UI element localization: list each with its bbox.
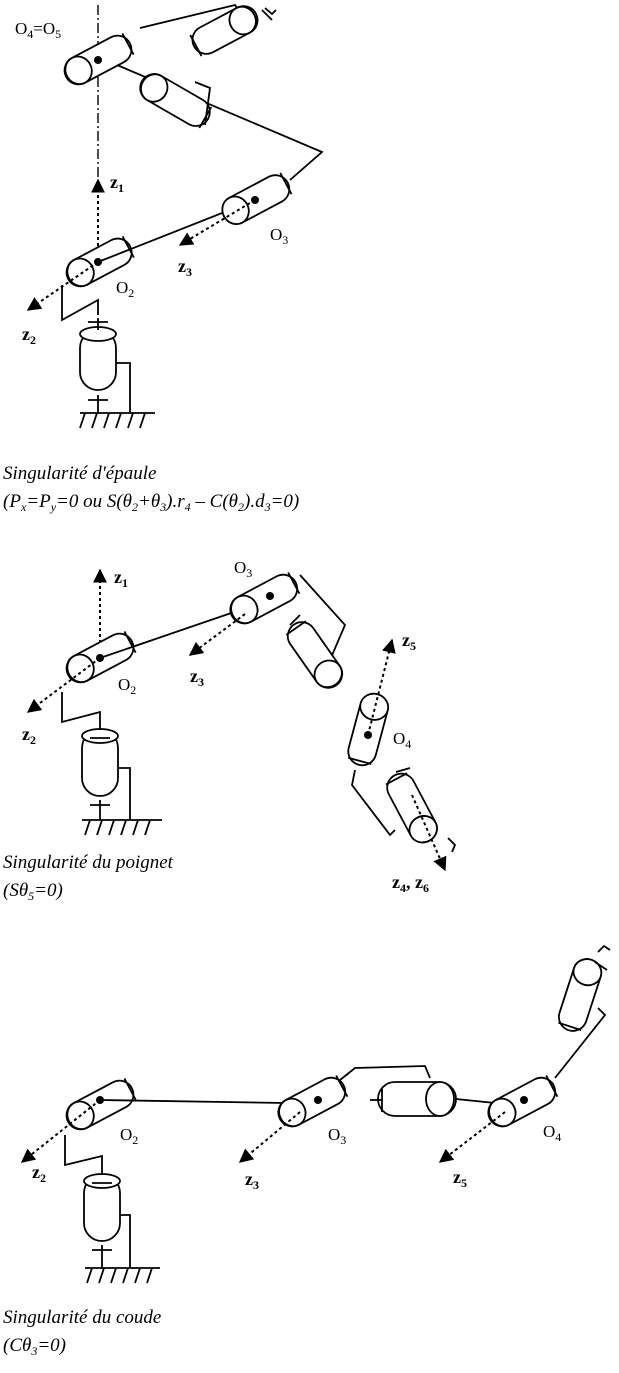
link-o3-o4 <box>110 62 322 180</box>
caption-title: Singularité du coude <box>3 1307 162 1328</box>
label-z3: $z_3$ <box>190 666 204 689</box>
end-effector-motor <box>140 1 276 59</box>
z2-axis-arrow <box>28 658 100 712</box>
label-o2: $O_2$ <box>116 278 135 300</box>
end-effector-motor <box>382 768 441 847</box>
joint1-cylinder <box>82 722 118 796</box>
label-z1: $z_1$ <box>114 567 128 590</box>
end-effector-motor <box>555 946 610 1035</box>
label-o4: $O_4$ <box>393 729 412 751</box>
caption-formula: ($P_x=P_y=0$ ou $S(\theta_2+\theta_3).r_4 - C(\theta_2).d_3=0$) <box>3 491 300 514</box>
link-1-2 <box>65 1135 102 1165</box>
elbow-singularity-diagram <box>3 946 610 1358</box>
joint4-motor <box>370 1082 495 1116</box>
label-o3: $O_3$ <box>234 558 253 580</box>
label-o2: $O_2$ <box>118 675 137 697</box>
label-o3: $O_3$ <box>328 1125 347 1147</box>
label-o4-o5: $O_4=O_5$ <box>15 19 62 41</box>
label-z3: $z_3$ <box>245 1169 259 1192</box>
wrist-singularity-diagram <box>3 558 455 903</box>
z5-axis-arrow <box>440 1112 505 1162</box>
label-z3: $z_3$ <box>178 256 192 279</box>
label-o2: $O_2$ <box>120 1125 139 1147</box>
link-o4-o6 <box>352 770 395 835</box>
label-z2: $z_2$ <box>22 724 36 747</box>
joint3-o3 <box>218 170 295 229</box>
label-z2: $z_2$ <box>22 324 36 347</box>
joint5-o4 <box>345 691 391 769</box>
z2-axis-arrow <box>28 262 98 310</box>
caption-formula: $(C\theta_3=0)$ <box>3 1335 66 1358</box>
caption-title: Singularité du poignet <box>3 852 173 873</box>
label-z5: $z_5$ <box>402 630 416 653</box>
link-o3-o4 <box>340 1066 430 1080</box>
caption-formula: $(S\theta_5=0)$ <box>3 880 63 903</box>
joint3-o3 <box>225 570 302 629</box>
link-1-2 <box>62 285 98 320</box>
joint4-motor <box>282 615 347 693</box>
joint3-o3 <box>273 1073 350 1132</box>
label-z5: $z_5$ <box>453 1167 467 1190</box>
z2-axis-arrow <box>22 1100 100 1162</box>
caption-title: Singularité d'épaule <box>3 463 157 484</box>
label-z4-z6: $z_4$, $z_6$ <box>392 872 429 895</box>
label-z1: $z_1$ <box>110 172 124 195</box>
label-z2: $z_2$ <box>32 1162 46 1185</box>
joint1-cylinder <box>80 318 116 390</box>
gripper-icon <box>448 838 455 852</box>
label-o4: $O_4$ <box>543 1122 562 1144</box>
label-o3: $O_3$ <box>270 225 289 247</box>
joint1-cylinder <box>84 1165 120 1241</box>
link-1-2 <box>62 692 100 722</box>
joint4-motor <box>135 69 215 131</box>
shoulder-singularity-diagram <box>3 1 322 514</box>
